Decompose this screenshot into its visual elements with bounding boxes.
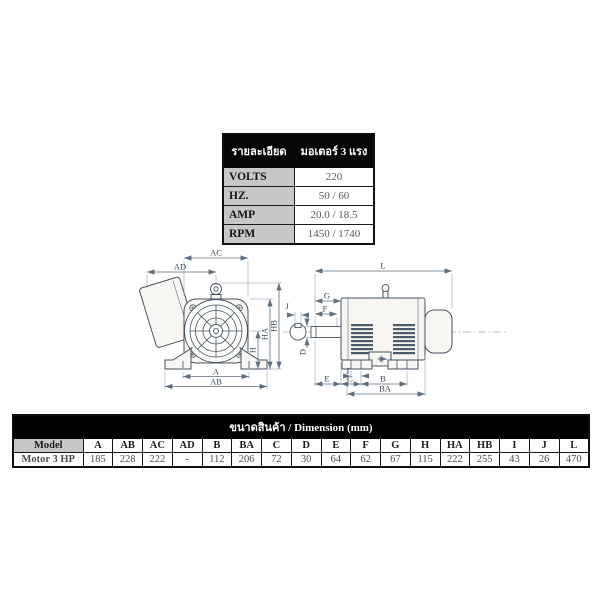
value-e: 64 <box>321 453 351 468</box>
dimension-table-data-row <box>13 453 589 468</box>
value-g: 67 <box>381 453 411 468</box>
spec-header-model: มอเตอร์ 3 แรง <box>295 134 375 168</box>
fan-cover <box>425 310 452 353</box>
spec-value-hz: 50 / 60 <box>295 187 375 206</box>
spec-value-volts: 220 <box>295 168 375 187</box>
lifting-eye-front <box>211 284 222 301</box>
motor-dimension-drawing <box>85 248 515 415</box>
value-ha: 222 <box>440 453 470 468</box>
col-header-ba: BA <box>232 439 262 453</box>
value-f: 62 <box>351 453 381 468</box>
col-header-f: F <box>351 439 381 453</box>
dim-label-c: C <box>347 373 353 384</box>
dim-label-l: L <box>380 260 386 271</box>
lifting-eye-side <box>382 285 389 298</box>
value-ad: - <box>172 453 202 468</box>
col-header-ab: AB <box>113 439 143 453</box>
spec-table-header-row <box>223 134 374 168</box>
spec-row-volts <box>223 168 374 187</box>
col-header-j: J <box>529 439 559 453</box>
dim-label-hb: HB <box>268 320 279 332</box>
dim-label-g: G <box>323 290 331 301</box>
spec-label-amp: AMP <box>223 206 295 225</box>
dim-label-d: D <box>297 348 308 356</box>
spec-header-detail: รายละเอียด <box>223 134 295 168</box>
dim-label-ha: HA <box>259 327 270 341</box>
spec-value-rpm: 1450 / 1740 <box>295 225 375 245</box>
col-header-h: H <box>410 439 440 453</box>
shaft <box>311 327 341 338</box>
value-l: 470 <box>559 453 589 468</box>
dim-label-j: J <box>285 301 289 311</box>
dimension-table-title-row <box>13 415 589 439</box>
dim-label-f: F <box>322 303 328 314</box>
value-h: 115 <box>410 453 440 468</box>
col-header-l: L <box>559 439 589 453</box>
front-view <box>139 248 282 389</box>
spec-row-hz <box>223 187 374 206</box>
value-ba: 206 <box>232 453 262 468</box>
value-a: 185 <box>83 453 113 468</box>
col-header-ha: HA <box>440 439 470 453</box>
dim-label-i: I <box>346 365 350 376</box>
spec-label-rpm: RPM <box>223 225 295 245</box>
spec-label-volts: VOLTS <box>223 168 295 187</box>
fan-guard <box>185 300 248 363</box>
value-hb: 255 <box>470 453 500 468</box>
dimension-table-title: ขนาดสินค้า / Dimension (mm) <box>13 415 589 439</box>
col-header-ad: AD <box>172 439 202 453</box>
value-ab: 228 <box>113 453 143 468</box>
col-header-c: C <box>262 439 292 453</box>
value-c: 72 <box>262 453 292 468</box>
dim-label-b: B <box>380 373 386 384</box>
side-view <box>283 261 507 397</box>
col-header-ac: AC <box>143 439 173 453</box>
shaft-keyway-detail <box>285 301 309 340</box>
dim-label-ba: BA <box>379 383 391 394</box>
spec-row-rpm <box>223 225 374 245</box>
value-i: 43 <box>500 453 530 468</box>
model-name-cell: Motor 3 HP <box>13 453 83 468</box>
value-ac: 222 <box>143 453 173 468</box>
dim-label-ab: AB <box>210 376 222 387</box>
col-header-b: B <box>202 439 232 453</box>
col-header-a: A <box>83 439 113 453</box>
dim-label-e: E <box>324 373 330 384</box>
value-d: 30 <box>291 453 321 468</box>
col-header-model: Model <box>13 439 83 453</box>
dimension-table-header-row <box>13 439 589 453</box>
dim-label-h: H <box>247 346 258 354</box>
spec-value-amp: 20.0 / 18.5 <box>295 206 375 225</box>
col-header-hb: HB <box>470 439 500 453</box>
dim-label-a: A <box>212 366 220 377</box>
spec-row-amp <box>223 206 374 225</box>
motor-spec-table <box>222 133 375 245</box>
spec-label-hz: HZ. <box>223 187 295 206</box>
col-header-e: E <box>321 439 351 453</box>
value-b: 112 <box>202 453 232 468</box>
dim-label-ad: AD <box>173 261 187 272</box>
dim-label-ac: AC <box>210 248 222 258</box>
value-j: 26 <box>529 453 559 468</box>
dimension-table <box>12 414 590 468</box>
col-header-d: D <box>291 439 321 453</box>
col-header-g: G <box>381 439 411 453</box>
col-header-i: I <box>500 439 530 453</box>
